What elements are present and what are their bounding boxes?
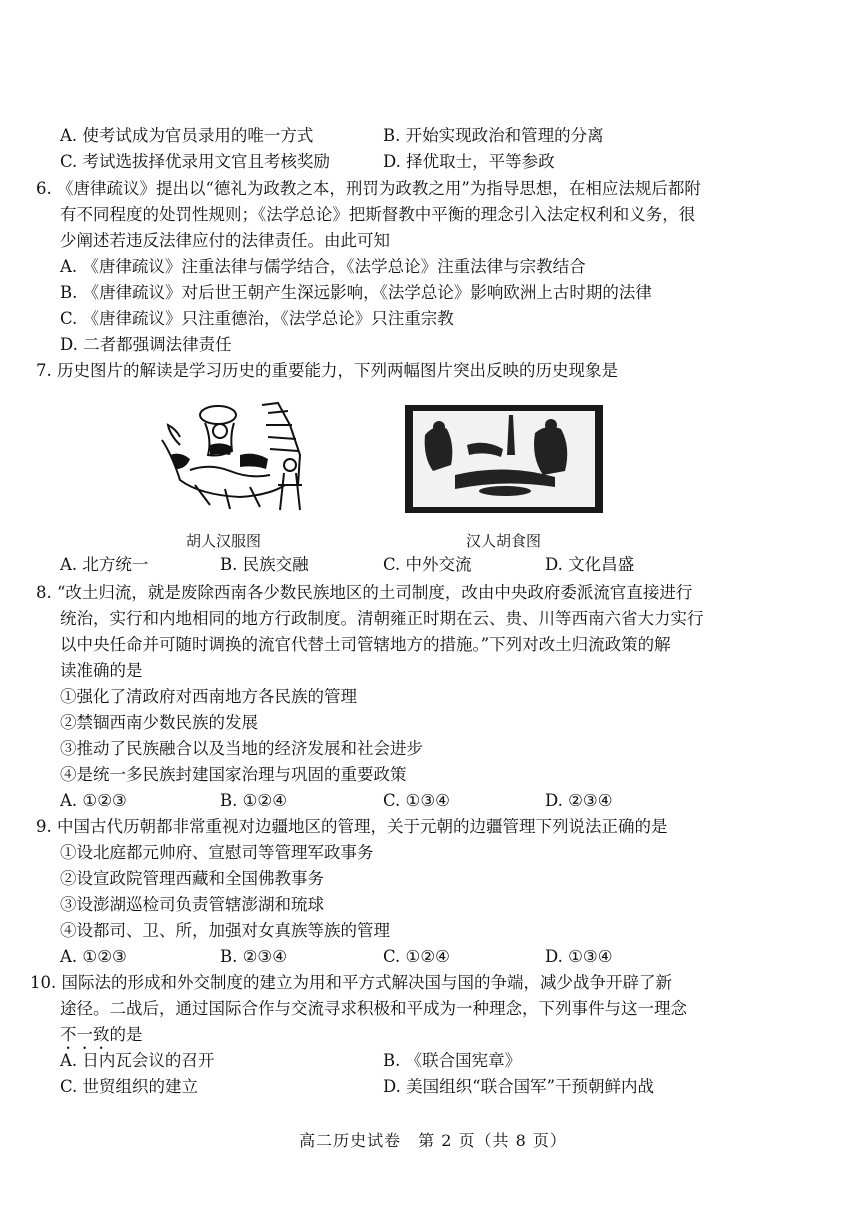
q6-option-b: B. 《唐律疏议》对后世王朝产生深远影响，《法学总论》影响欧洲上古时期的法律 — [60, 283, 652, 302]
q8-option-d: D. ②③④ — [545, 791, 613, 810]
q6-option-d: D. 二者都强调法律责任 — [60, 335, 232, 354]
q9-stem: 9. 中国古代历朝都非常重视对边疆地区的管理，关于元朝的边疆管理下列说法正确的是 — [36, 817, 668, 836]
q8-option-a: A. ①②③ — [60, 791, 127, 810]
han-people-hu-food-image — [405, 405, 603, 513]
q9-option-b: B. ②③④ — [220, 947, 287, 966]
q6-stem-line3: 少阐述若违反法律应付的法律责任。由此可知 — [60, 231, 390, 250]
q6-stem-line1: 6. 《唐律疏议》提出以“德礼为政教之本，刑罚为政教之用”为指导思想，在相应法规后都附 — [36, 179, 701, 198]
q10-emphasis-not-consistent: 不一致 — [60, 1025, 110, 1044]
q8-statement-3: ③推动了民族融合以及当地的经济发展和社会进步 — [60, 739, 423, 758]
q5-option-d: D. 择优取士，平等参政 — [383, 152, 555, 171]
q7-option-d: D. 文化昌盛 — [545, 555, 635, 574]
q7-option-b: B. 民族交融 — [220, 555, 309, 574]
q9-statement-3: ③设澎湖巡检司负责管辖澎湖和琉球 — [60, 895, 324, 914]
page-footer: 高二历史试卷 第 2 页（共 8 页） — [299, 1131, 567, 1150]
hu-people-han-clothing-image — [150, 385, 315, 520]
q9-option-d: D. ①③④ — [545, 947, 613, 966]
q10-option-c: C. 世贸组织的建立 — [60, 1077, 199, 1096]
q9-statement-2: ②设宣政院管理西藏和全国佛教事务 — [60, 869, 324, 888]
q8-option-b: B. ①②④ — [220, 791, 287, 810]
q8-option-c: C. ①③④ — [383, 791, 450, 810]
q6-stem-line2: 有不同程度的处罚性规则；《法学总论》把斯督教中平衡的理念引入法定权利和义务，很 — [60, 205, 696, 224]
q8-statement-2: ②禁锢西南少数民族的发展 — [60, 713, 258, 732]
q9-option-c: C. ①②④ — [383, 947, 450, 966]
q8-statement-1: ①强化了清政府对西南地方各民族的管理 — [60, 687, 357, 706]
q7-option-c: C. 中外交流 — [383, 555, 472, 574]
q10-option-b: B. 《联合国宪章》 — [383, 1051, 522, 1070]
q6-option-c: C. 《唐律疏议》只注重德治，《法学总论》只注重宗教 — [60, 309, 454, 328]
q5-option-b: B. 开始实现政治和管理的分离 — [383, 126, 604, 145]
q10-stem-line1: 10. 国际法的形成和外交制度的建立为用和平方式解决国与国的争端，减少战争开辟了新 — [30, 973, 672, 992]
q8-stem-line1: 8. “改土归流，就是废除西南各少数民族地区的土司制度，改由中央政府委派流官直接进行 — [36, 583, 693, 602]
q8-stem-line4: 读准确的是 — [60, 661, 143, 680]
q9-statement-4: ④设都司、卫、所，加强对女真族等族的管理 — [60, 921, 390, 940]
q8-stem-line3: 以中央任命并可随时调换的流官代替土司管辖地方的措施。”下列对改土归流政策的解 — [60, 635, 671, 654]
q10-option-a: A. 日内瓦会议的召开 — [60, 1051, 215, 1070]
caption-hu-han-clothing: 胡人汉服图 — [186, 532, 262, 550]
q10-stem-line3-rest: 的是 — [109, 1025, 143, 1044]
q9-statement-1: ①设北庭都元帅府、宣慰司等管理军政事务 — [60, 843, 374, 862]
q9-option-a: A. ①②③ — [60, 947, 127, 966]
q7-option-a: A. 北方统一 — [60, 555, 149, 574]
q8-stem-line2: 统治，实行和内地相同的地方行政制度。清朝雍正时期在云、贵、川等西南六省大力实行 — [60, 609, 704, 628]
q10-option-d: D. 美国组织“联合国军”干预朝鲜内战 — [383, 1077, 655, 1096]
q5-option-a: A. 使考试成为官员录用的唯一方式 — [60, 126, 314, 145]
q6-option-a: A. 《唐律疏议》注重法律与儒学结合，《法学总论》注重法律与宗教结合 — [60, 257, 586, 276]
q10-stem-line2: 途径。二战后，通过国际合作与交流寻求积极和平成为一种理念，下列事件与这一理念 — [60, 999, 687, 1018]
q7-stem: 7. 历史图片的解读是学习历史的重要能力，下列两幅图片突出反映的历史现象是 — [36, 361, 618, 380]
q5-option-c: C. 考试选拔择优录用文官且考核奖励 — [60, 152, 331, 171]
caption-han-hu-food: 汉人胡食图 — [466, 532, 542, 550]
q8-statement-4: ④是统一多民族封建国家治理与巩固的重要政策 — [60, 765, 407, 784]
